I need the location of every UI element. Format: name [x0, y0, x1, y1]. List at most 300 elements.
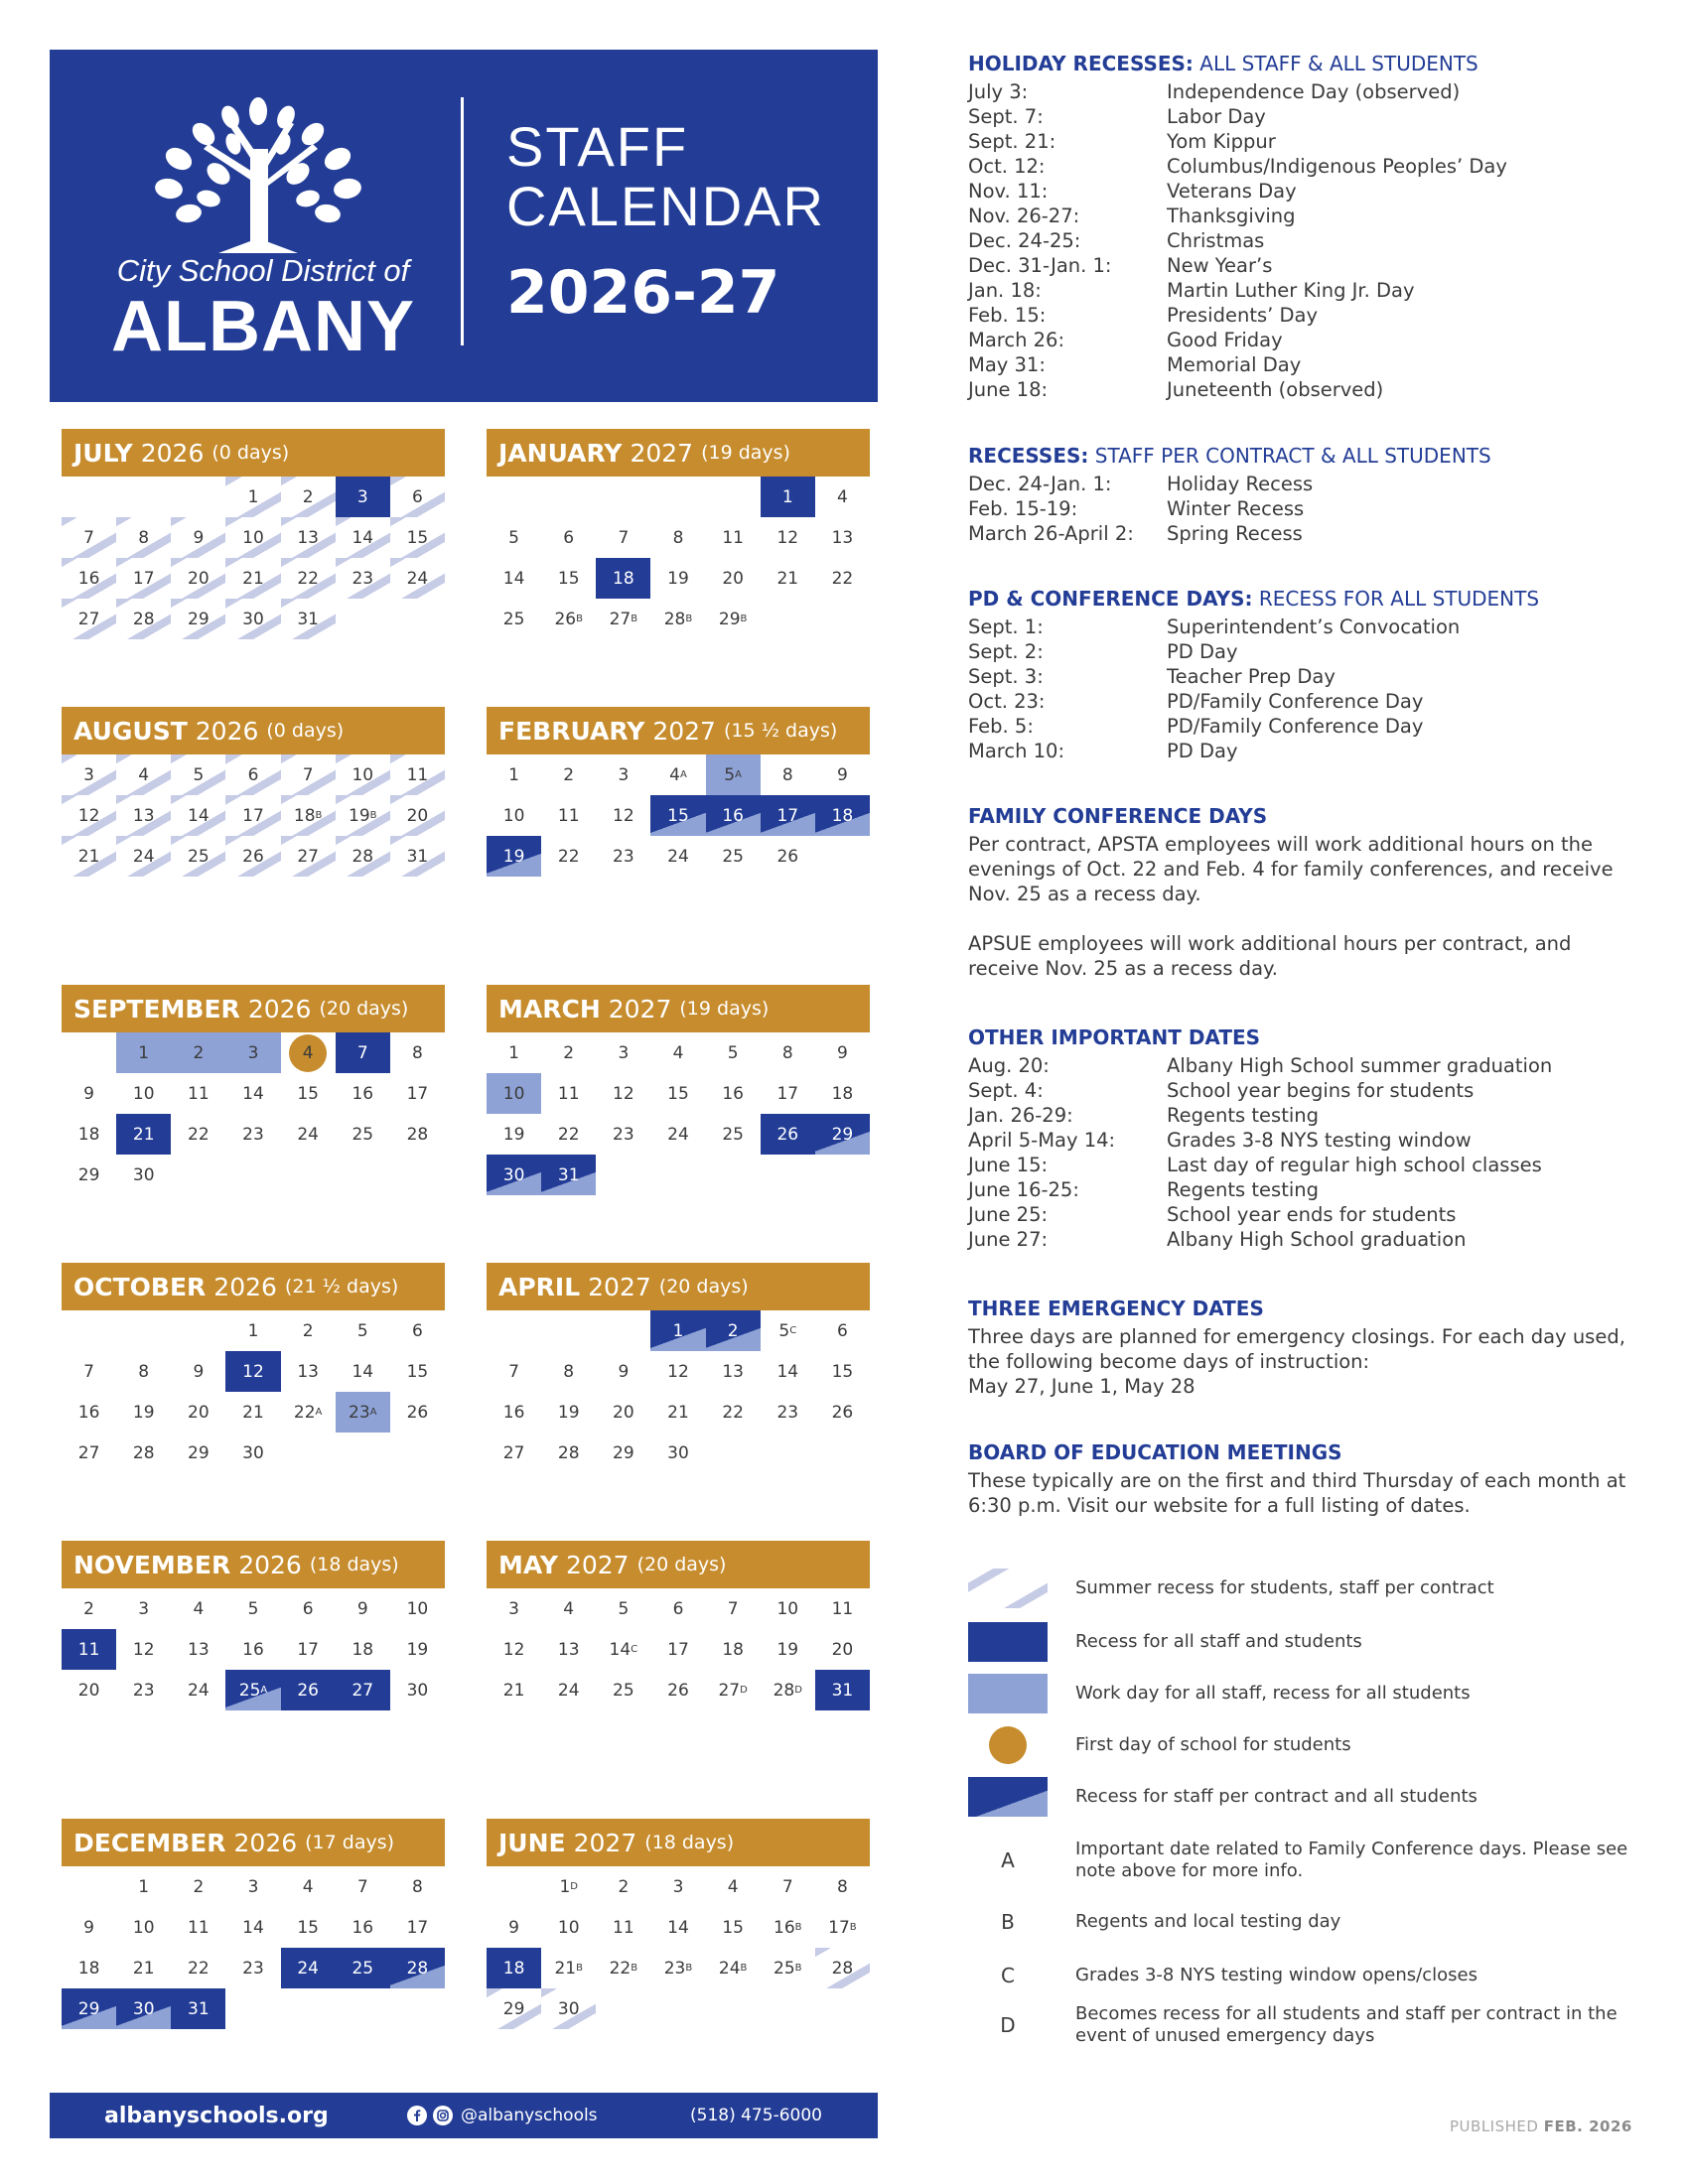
day-cell [706, 1392, 761, 1433]
day-cell [390, 1392, 445, 1433]
date-row [968, 739, 1633, 763]
day-cell [336, 1670, 390, 1710]
day-cell [116, 1032, 171, 1073]
day-cell [171, 1392, 225, 1433]
day-cell [541, 558, 596, 599]
day-number: 25 [722, 1124, 744, 1145]
day-number: 1 [559, 1876, 571, 1897]
day-number: 11 [188, 1083, 210, 1104]
day-cell [390, 1114, 445, 1155]
day-number: 15 [297, 1083, 319, 1104]
day-cell [281, 1588, 336, 1629]
school-year: 2026-27 [506, 258, 780, 328]
month-year: 2027 [565, 1550, 630, 1579]
empty-cell [171, 477, 225, 517]
day-number: 10 [502, 805, 525, 826]
day-number: 7 [618, 527, 630, 548]
day-number: 4 [563, 1598, 575, 1619]
heading-rest: ALL STAFF & ALL STUDENTS [1199, 52, 1478, 75]
day-number: 27 [718, 1680, 741, 1701]
date-description: New Year’s [1167, 254, 1273, 277]
day-cell [487, 1032, 541, 1073]
day-number: 1 [508, 1042, 519, 1063]
month-feb [487, 707, 870, 877]
day-number: 8 [412, 1876, 423, 1897]
day-cell [116, 754, 171, 795]
day-number: 29 [613, 1442, 634, 1463]
day-number: 6 [837, 1320, 848, 1341]
day-number: 8 [563, 1361, 575, 1382]
date-label: Aug. 20: [968, 1054, 1050, 1077]
day-cell [225, 1588, 280, 1629]
day-cell [487, 754, 541, 795]
day-number: 1 [508, 764, 519, 785]
date-row [968, 352, 1633, 377]
first-day-marker [289, 1034, 327, 1072]
day-cell [171, 1351, 225, 1392]
date-label: Feb. 15-19: [968, 497, 1078, 520]
day-number: 14 [188, 805, 210, 826]
day-cell [541, 1588, 596, 1629]
legend-item [968, 1569, 1643, 1608]
day-code: C [631, 1644, 638, 1655]
recesses-section [968, 444, 1633, 546]
month-year: 2027 [630, 438, 694, 468]
heading-bold: RECESSES: [968, 444, 1089, 468]
day-number: 23 [613, 846, 634, 867]
day-cell [62, 1073, 116, 1114]
day-cell [487, 1392, 541, 1433]
day-number: 14 [502, 568, 525, 589]
day-number: 9 [837, 764, 848, 785]
district-name: ALBANY [111, 287, 415, 366]
legend-item [968, 1956, 1643, 1995]
day-cell [706, 1073, 761, 1114]
date-description: PD/Family Conference Day [1167, 715, 1424, 738]
date-description: Last day of regular high school classes [1167, 1154, 1542, 1176]
day-number: 10 [557, 1917, 580, 1938]
day-number: 7 [83, 1361, 94, 1382]
day-cell [487, 836, 541, 877]
day-number: 21 [77, 846, 100, 867]
day-number: 8 [781, 1042, 793, 1063]
day-number: 2 [83, 1598, 94, 1619]
day-number: 3 [83, 764, 94, 785]
day-cell [281, 1032, 336, 1073]
day-cell [596, 836, 650, 877]
date-row [968, 104, 1633, 129]
day-number: 6 [412, 1320, 423, 1341]
day-number: 21 [242, 568, 264, 589]
day-number: 4 [837, 486, 848, 507]
day-number: 21 [776, 568, 799, 589]
legend-code: A [1001, 1848, 1015, 1872]
day-cell [596, 558, 650, 599]
date-label: Oct. 23: [968, 690, 1046, 713]
day-cell [62, 1433, 116, 1473]
day-cell [225, 836, 280, 877]
day-code: B [740, 614, 748, 624]
day-number: 16 [242, 1639, 264, 1660]
day-cell [116, 1073, 171, 1114]
day-cell [171, 795, 225, 836]
month-name: APRIL [498, 1272, 581, 1301]
day-cell [336, 1114, 390, 1155]
day-cell [390, 1351, 445, 1392]
day-number: 7 [83, 527, 94, 548]
day-cell [596, 1032, 650, 1073]
month-grid [487, 1032, 870, 1195]
day-number: 16 [77, 568, 100, 589]
day-cell [225, 1948, 280, 1988]
day-cell [541, 754, 596, 795]
day-cell [596, 1866, 650, 1907]
day-cell [487, 1351, 541, 1392]
day-number: 29 [188, 1442, 210, 1463]
date-label: May 31: [968, 353, 1046, 376]
day-cell [225, 1866, 280, 1907]
month-day-count: (21 ½ days) [284, 1276, 399, 1297]
month-year: 2026 [233, 1828, 298, 1857]
date-description: Labor Day [1167, 105, 1266, 128]
day-cell [116, 1392, 171, 1433]
emergency-dates: May 27, June 1, May 28 [968, 1375, 1196, 1398]
family-conference-section [968, 804, 1633, 981]
day-number: 18 [352, 1639, 374, 1660]
day-number: 28 [406, 1958, 429, 1979]
board-section [968, 1440, 1633, 1518]
day-number: 2 [618, 1876, 630, 1897]
month-grid [62, 754, 445, 877]
day-cell [390, 1073, 445, 1114]
month-jun [487, 1819, 870, 2029]
legend-text: Summer recess for students, staff per contract [1075, 1577, 1494, 1598]
month-may [487, 1541, 870, 1710]
day-cell [336, 1907, 390, 1948]
day-cell [171, 1629, 225, 1670]
day-cell [171, 1907, 225, 1948]
day-cell [706, 1907, 761, 1948]
day-number: 20 [722, 568, 744, 589]
board-para: These typically are on the first and third Thursday of each month at 6:30 p.m. Visit our website for a full listing of dates. [968, 1469, 1626, 1517]
day-number: 20 [77, 1680, 100, 1701]
day-number: 17 [242, 805, 264, 826]
month-name: JUNE [498, 1828, 566, 1857]
day-cell [171, 754, 225, 795]
day-cell [336, 1032, 390, 1073]
month-day-count: (20 days) [319, 998, 409, 1020]
day-number: 19 [502, 1124, 525, 1145]
month-aug [62, 707, 445, 877]
day-cell [281, 1670, 336, 1710]
day-number: 7 [727, 1598, 739, 1619]
date-row [968, 472, 1633, 496]
day-cell [116, 1588, 171, 1629]
day-number: 23 [349, 1402, 370, 1423]
day-number: 2 [302, 486, 314, 507]
day-number: 15 [557, 568, 580, 589]
day-number: 3 [672, 1876, 684, 1897]
day-cell [650, 1907, 705, 1948]
date-row [968, 228, 1633, 253]
day-number: 7 [302, 764, 314, 785]
month-mar [487, 985, 870, 1195]
day-cell [815, 558, 870, 599]
day-number: 10 [406, 1598, 429, 1619]
date-label: Sept. 3: [968, 665, 1044, 688]
month-grid [487, 1310, 870, 1473]
month-nov [62, 1541, 445, 1710]
day-number: 25 [352, 1124, 374, 1145]
day-cell [487, 517, 541, 558]
empty-cell [650, 477, 705, 517]
footer [50, 2093, 878, 2138]
day-cell [225, 517, 280, 558]
day-cell [62, 599, 116, 639]
pd-list [968, 614, 1633, 763]
day-number: 26 [297, 1680, 319, 1701]
day-cell [390, 1588, 445, 1629]
legend-item [968, 1674, 1643, 1713]
day-number: 5 [193, 764, 205, 785]
day-cell [487, 1907, 541, 1948]
empty-cell [62, 1032, 116, 1073]
day-cell [596, 754, 650, 795]
day-cell [281, 1907, 336, 1948]
day-cell [390, 1310, 445, 1351]
month-year: 2026 [213, 1272, 277, 1301]
day-number: 22 [831, 568, 854, 589]
date-description: PD Day [1167, 740, 1238, 762]
day-cell [761, 477, 815, 517]
day-cell [281, 599, 336, 639]
day-cell [336, 836, 390, 877]
month-day-count: (20 days) [658, 1276, 749, 1297]
day-number: 23 [613, 1124, 634, 1145]
legend-item [968, 1777, 1643, 1817]
day-number: 3 [247, 1042, 259, 1063]
day-number: 25 [502, 609, 525, 629]
empty-cell [116, 477, 171, 517]
day-number: 17 [406, 1917, 429, 1938]
date-label: Sept. 21: [968, 130, 1056, 153]
day-code: B [631, 614, 638, 624]
date-description: Veterans Day [1167, 180, 1297, 203]
day-number: 19 [557, 1402, 580, 1423]
date-row [968, 204, 1633, 228]
legend-text: First day of school for students [1075, 1734, 1351, 1755]
day-code: B [794, 1922, 802, 1933]
day-number: 21 [554, 1958, 577, 1979]
date-row [968, 689, 1633, 714]
day-number: 4 [193, 1598, 205, 1619]
day-number: 30 [667, 1442, 689, 1463]
day-number: 13 [297, 1361, 319, 1382]
day-cell [116, 1155, 171, 1195]
date-label: June 16-25: [968, 1178, 1079, 1201]
day-number: 4 [138, 764, 150, 785]
day-number: 8 [138, 527, 150, 548]
day-number: 11 [188, 1917, 210, 1938]
date-label: Jan. 18: [968, 279, 1042, 302]
month-day-count: (18 days) [309, 1554, 399, 1575]
month-name: OCTOBER [73, 1272, 207, 1301]
date-label: June 15: [968, 1154, 1049, 1176]
day-number: 27 [77, 609, 100, 629]
family-conference-para-2: APSUE employees will work additional hours per contract, and receive Nov. 25 as a recess day. [968, 932, 1572, 980]
day-cell [62, 1629, 116, 1670]
date-row [968, 129, 1633, 154]
day-cell [281, 795, 336, 836]
day-cell [487, 1155, 541, 1195]
day-number: 5 [508, 527, 519, 548]
day-cell [390, 1670, 445, 1710]
day-number: 28 [406, 1124, 429, 1145]
day-cell [541, 1988, 596, 2029]
staff-recess-swatch [968, 1777, 1048, 1817]
date-label: Sept. 1: [968, 615, 1044, 638]
date-description: Regents testing [1167, 1178, 1320, 1201]
month-header [487, 985, 870, 1032]
day-number: 8 [672, 527, 684, 548]
day-number: 23 [352, 568, 374, 589]
day-number: 3 [247, 1876, 259, 1897]
day-cell [761, 1310, 815, 1351]
day-cell [650, 599, 705, 639]
first-day-swatch [968, 1725, 1048, 1765]
date-row [968, 278, 1633, 303]
day-cell [62, 1907, 116, 1948]
instagram-icon[interactable] [433, 2106, 453, 2125]
day-number: 18 [831, 805, 854, 826]
date-row [968, 377, 1633, 402]
day-cell [541, 599, 596, 639]
month-dec [62, 1819, 445, 2029]
day-number: 23 [132, 1680, 155, 1701]
date-label: Dec. 24-25: [968, 229, 1081, 252]
day-cell [390, 558, 445, 599]
day-cell [336, 1351, 390, 1392]
month-year: 2027 [608, 994, 672, 1024]
day-number: 10 [242, 527, 264, 548]
month-name: SEPTEMBER [73, 994, 240, 1024]
published-label: PUBLISHED [1450, 2117, 1539, 2135]
day-cell [487, 558, 541, 599]
day-cell [650, 1073, 705, 1114]
social-handle[interactable]: @albanyschools [461, 2106, 598, 2125]
day-number: 17 [828, 1917, 850, 1938]
day-cell [225, 1670, 280, 1710]
emergency-heading: THREE EMERGENCY DATES [968, 1297, 1264, 1320]
day-number: 20 [188, 568, 210, 589]
day-number: 6 [302, 1598, 314, 1619]
date-description: Spring Recess [1167, 522, 1303, 545]
day-number: 4 [672, 1042, 684, 1063]
day-cell [706, 1866, 761, 1907]
day-cell [650, 1032, 705, 1073]
day-cell [650, 1866, 705, 1907]
day-number: 14 [242, 1083, 264, 1104]
day-number: 22 [297, 568, 319, 589]
day-cell [281, 517, 336, 558]
day-cell [596, 1433, 650, 1473]
day-number: 3 [138, 1598, 150, 1619]
day-number: 31 [188, 1998, 210, 2019]
day-cell [815, 1948, 870, 1988]
title-line-1: STAFF [506, 115, 689, 178]
day-number: 5 [727, 1042, 739, 1063]
date-row [968, 639, 1633, 664]
summer-swatch [968, 1569, 1048, 1608]
day-cell [706, 517, 761, 558]
day-cell [650, 1351, 705, 1392]
day-cell [650, 1433, 705, 1473]
day-number: 15 [667, 1083, 689, 1104]
day-number: 2 [727, 1320, 739, 1341]
day-number: 18 [77, 1124, 100, 1145]
day-number: 22 [609, 1958, 632, 1979]
day-number: 23 [663, 1958, 686, 1979]
day-cell [596, 1073, 650, 1114]
legend-text: Work day for all staff, recess for all students [1075, 1683, 1471, 1704]
date-label: Jan. 26-29: [968, 1104, 1073, 1127]
day-number: 28 [773, 1680, 795, 1701]
day-cell [171, 1073, 225, 1114]
day-cell [650, 1392, 705, 1433]
date-description: Presidents’ Day [1167, 304, 1319, 327]
day-number: 12 [667, 1361, 689, 1382]
day-cell [706, 1310, 761, 1351]
day-cell [336, 1866, 390, 1907]
day-number: 14 [776, 1361, 799, 1382]
heading-bold: HOLIDAY RECESSES: [968, 52, 1194, 75]
legend-text: Recess for staff per contract and all students [1075, 1786, 1477, 1807]
date-description: Juneteenth (observed) [1167, 378, 1384, 401]
day-code: B [576, 1963, 583, 1974]
day-number: 14 [242, 1917, 264, 1938]
month-header [62, 707, 445, 754]
month-jul [62, 429, 445, 639]
date-description: Superintendent’s Convocation [1167, 615, 1461, 638]
day-number: 10 [502, 1083, 525, 1104]
day-number: 12 [502, 1639, 525, 1660]
day-cell [487, 1588, 541, 1629]
month-year: 2026 [140, 438, 205, 468]
emergency-para: Three days are planned for emergency closings. For each day used, the following become days of instruction: [968, 1325, 1625, 1373]
day-number: 21 [132, 1958, 155, 1979]
date-row [968, 79, 1633, 104]
day-cell [62, 517, 116, 558]
website-link[interactable]: albanyschools.org [104, 2103, 329, 2128]
day-number: 15 [667, 805, 689, 826]
day-code: A [735, 769, 742, 780]
day-number: 11 [722, 527, 744, 548]
header-divider [461, 97, 464, 345]
facebook-icon[interactable] [407, 2106, 427, 2125]
day-cell [596, 1948, 650, 1988]
day-number: 15 [831, 1361, 854, 1382]
day-cell [761, 1670, 815, 1710]
family-conference-heading: FAMILY CONFERENCE DAYS [968, 804, 1268, 828]
date-row [968, 496, 1633, 521]
day-number: 9 [83, 1083, 94, 1104]
recess-list [968, 472, 1633, 546]
day-number: 6 [563, 527, 575, 548]
day-number: 1 [138, 1876, 150, 1897]
day-number: 24 [406, 568, 429, 589]
day-cell [116, 1907, 171, 1948]
date-row [968, 1078, 1633, 1103]
